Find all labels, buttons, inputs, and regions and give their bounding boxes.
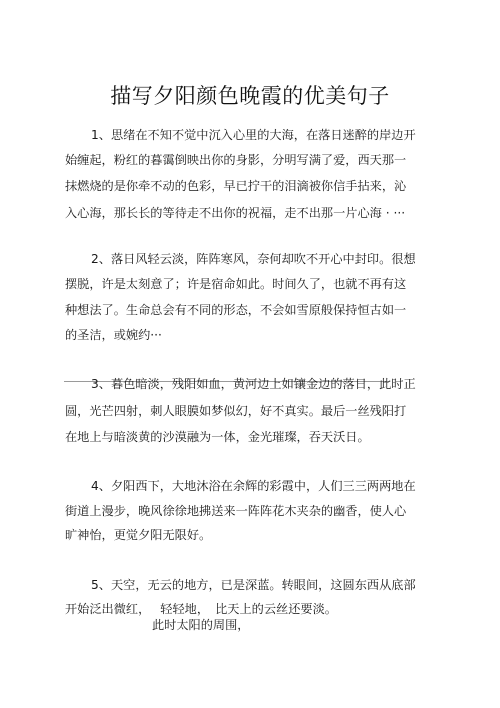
page-title: 描写夕阳颜色晚霞的优美句子 <box>110 84 390 108</box>
paragraph-5-line-3: 此时太阳的周围， <box>152 618 250 632</box>
paragraph-1-line-4: 入心海，那长长的等待走不出你的祝福，走不出那一片心海 · ··· <box>65 206 406 220</box>
paragraph-1-line-3: 抹燃烧的是你牵不动的色彩，早已拧干的泪滴被你信手拈来，沁 <box>65 179 407 193</box>
paragraph-2-line-1: 2、落日风轻云淡，阵阵寒风，奈何却吹不开心中封印。很想 <box>91 252 416 266</box>
paragraph-5-line-1: 5、天空，无云的地方，已是深蓝。转眼间，这圆东西从底部 <box>91 578 416 592</box>
paragraph-3-line-2: 圆，光芒四射，刺人眼膜如梦似幻，好不真实。最后一丝残阳打 <box>65 404 407 418</box>
paragraph-4-line-2: 街道上漫步，晚风徐徐地拂送来一阵阵花木夹杂的幽香，使人心 <box>65 504 407 518</box>
paragraph-4-line-1: 4、夕阳西下，大地沐浴在余辉的彩霞中，人们三三两两地在 <box>91 479 416 493</box>
paragraph-5-line-2: 开始泛出微红， 轻轻地， 比天上的云丝还要淡。 <box>65 602 337 616</box>
paragraph-1-line-1: 1、思绪在不知不觉中沉入心里的大海，在落日迷醉的岸边开 <box>91 128 416 142</box>
paragraph-4-line-3: 旷神怡，更觉夕阳无限好。 <box>65 528 212 542</box>
paragraph-3-line-1: 3、暮色暗淡，残阳如血，黄河边上如镶金边的落日，此时正 <box>91 377 416 391</box>
paragraph-3-line-3: 在地上与暗淡黄的沙漠融为一体，金光璀璨，吞天沃日。 <box>65 430 370 444</box>
paragraph-2-line-2: 摆脱，许是太刻意了；许是宿命如此。时间久了，也就不再有这 <box>65 277 407 291</box>
paragraph-2-line-3: 种想法了。生命总会有不同的形态，不会如雪原般保持恒古如一 <box>65 303 407 317</box>
paragraph-1-line-2: 始缠起，粉红的暮霭倒映出你的身影，分明写满了爱，西天那一 <box>65 153 407 167</box>
paragraph-2-line-4: 的圣洁，或婉约··· <box>65 328 162 342</box>
